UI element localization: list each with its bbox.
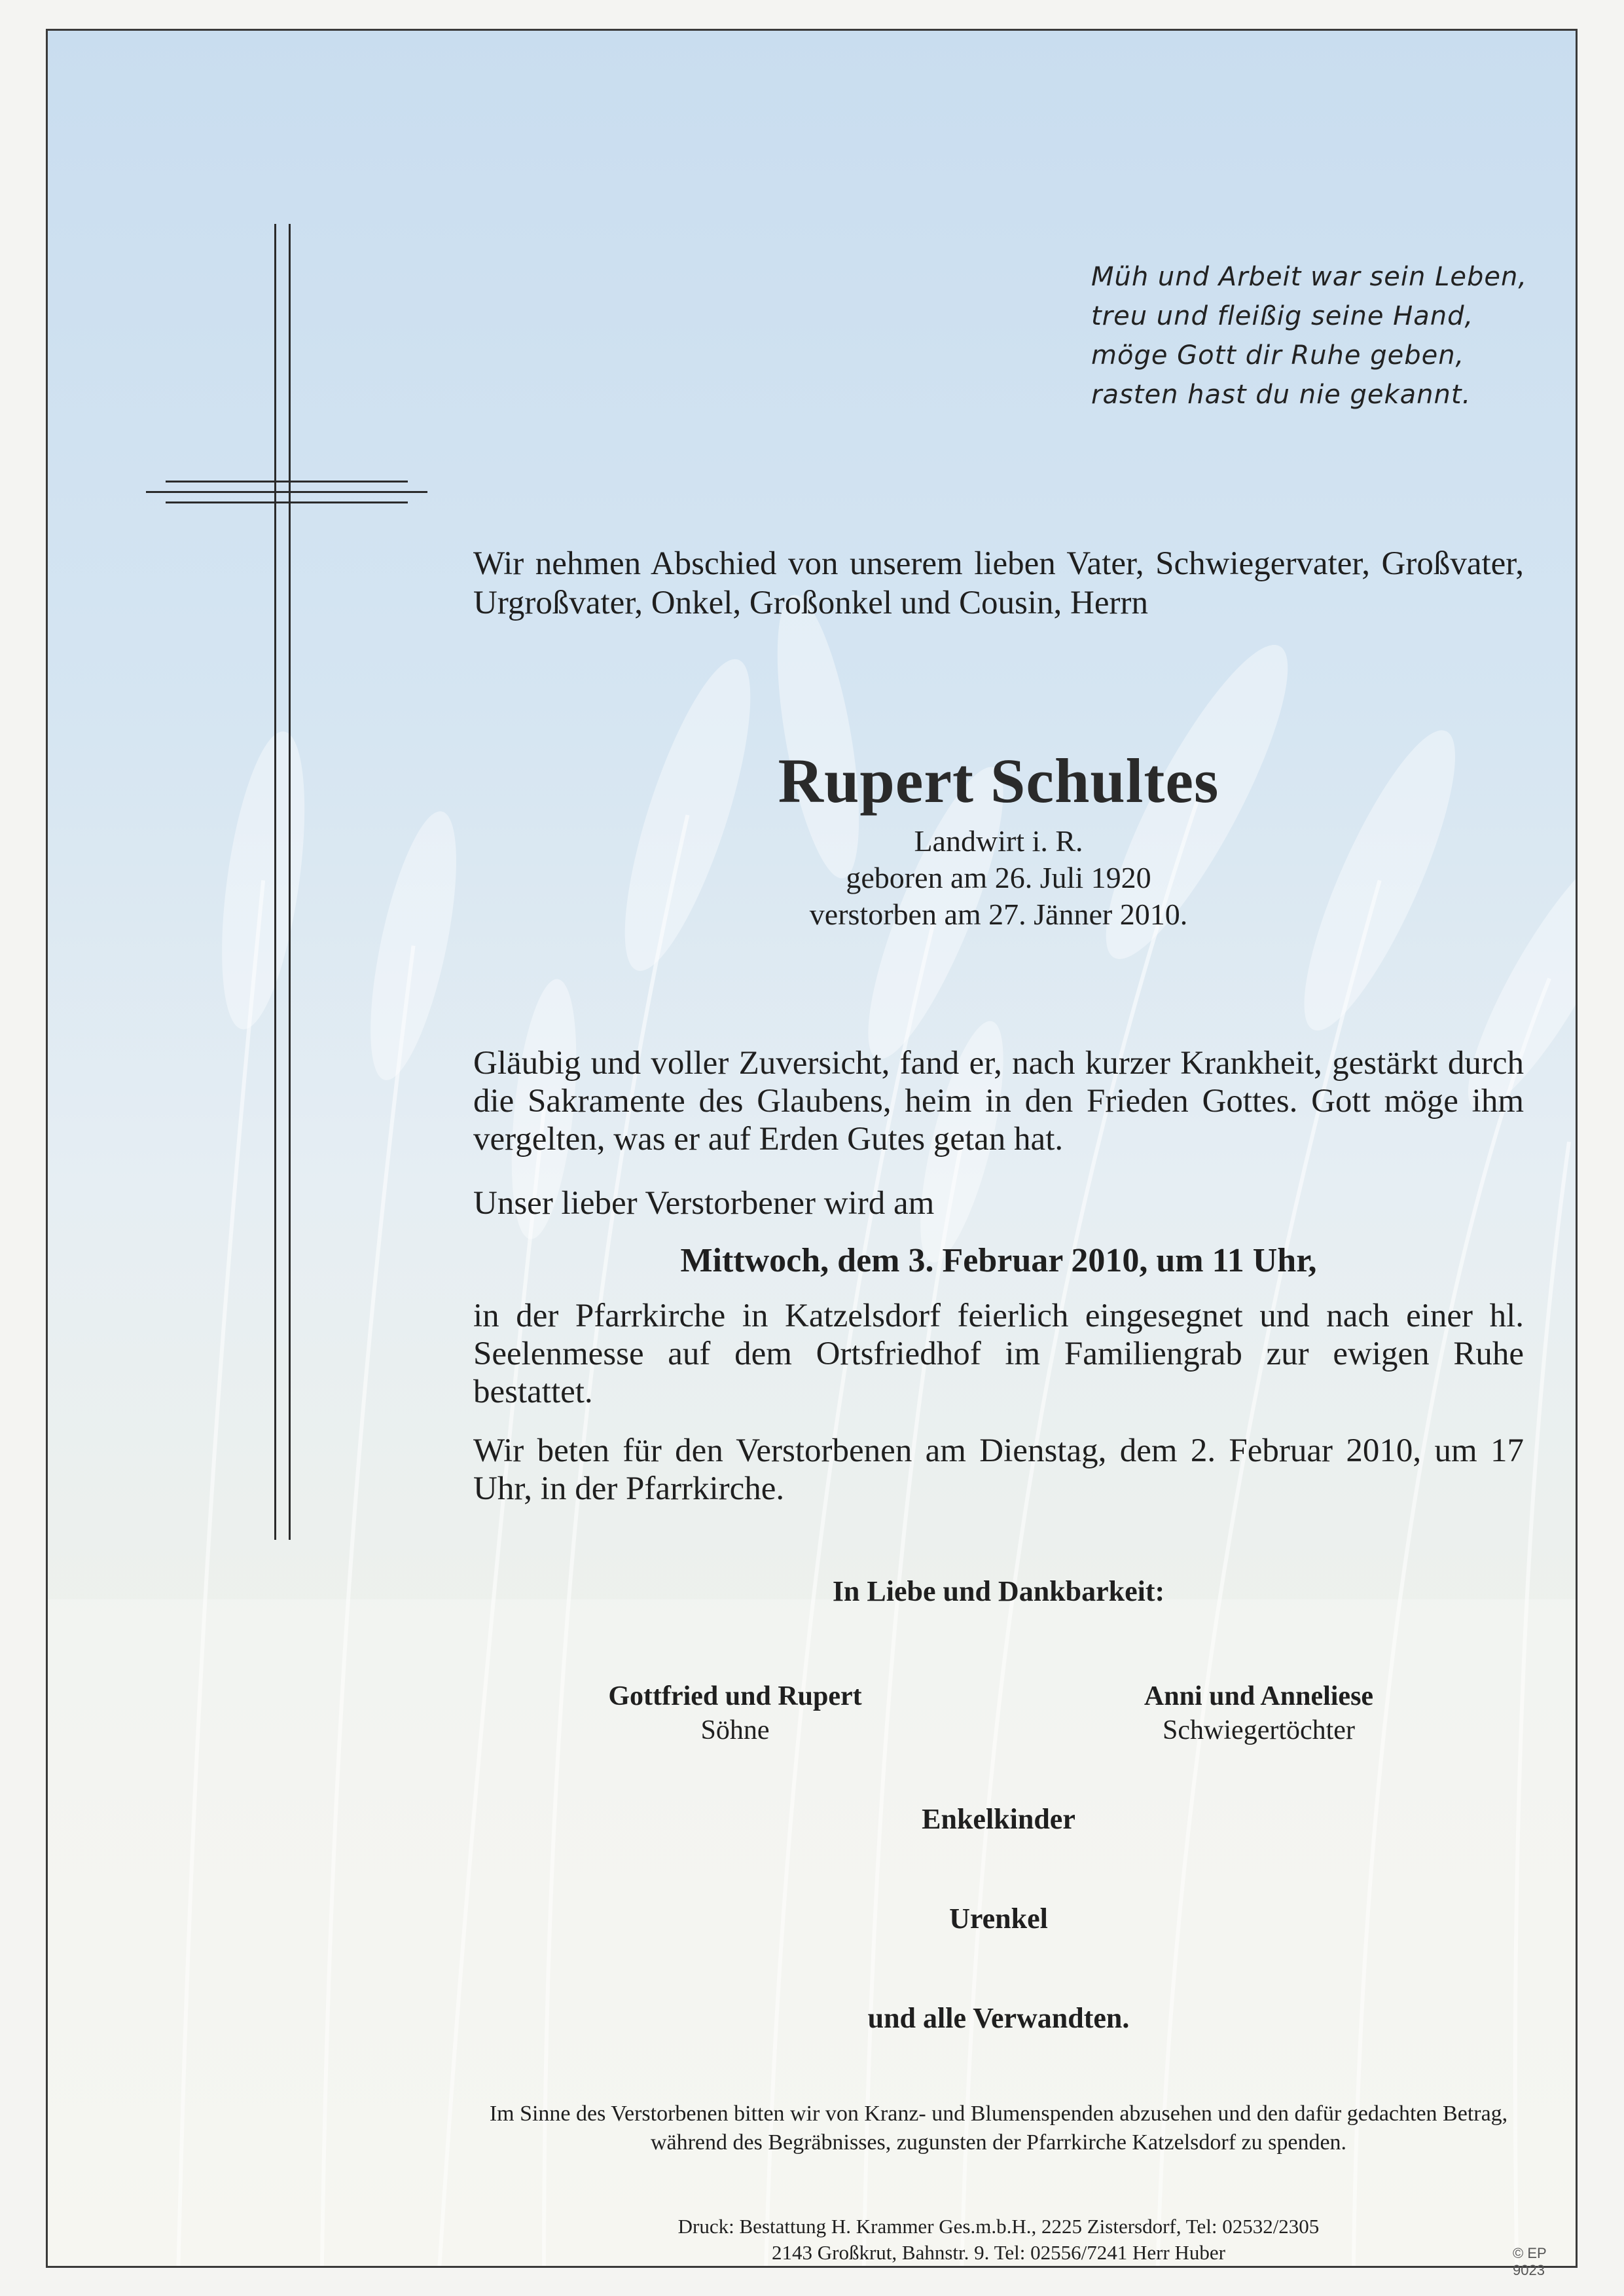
donation-note: Im Sinne des Verstorbenen bitten wir von Kranz- und Blumenspenden abzusehen und den dafür gedachten Betrag, während des Begräbnisses, zugunsten der Pfarrkirche Katzelsdorf zu spenden.	[489, 2102, 1508, 2155]
poem-line: möge Gott dir Ruhe geben,	[1091, 340, 1465, 371]
deceased-title: Landwirt i. R.	[914, 824, 1083, 858]
printer-info	[473, 2214, 1524, 2266]
intro-text: Wir nehmen Abschied von unserem lieben Vater, Schwiegervater, Großvater, Urgroßvater, Onkel, Großonkel und Cousin, Herrn	[473, 545, 1524, 621]
relatives: und alle Verwandten.	[867, 2002, 1130, 2034]
obituary-sheet	[46, 29, 1578, 2278]
printer-line: 2143 Großkrut, Bahnstr. 9. Tel: 02556/7241 Herr Huber	[772, 2241, 1225, 2264]
product-code: © EP 9023	[1513, 2245, 1547, 2278]
faith-paragraph: Gläubig und voller Zuversicht, fand er, nach kurzer Krankheit, gestärkt durch die Sakramente des Glaubens, heim in den Frieden Gottes. Gott möge ihm vergelten, was er auf Erden Gutes getan hat.	[473, 1045, 1524, 1157]
birth-date: geboren am 26. Juli 1920	[846, 861, 1151, 894]
prayer-details: Wir beten für den Verstorbenen am Dienstag, dem 2. Februar 2010, um 17 Uhr, in der Pfarrkirche.	[473, 1432, 1524, 1507]
funeral-date: Mittwoch, dem 3. Februar 2010, um 11 Uhr,	[680, 1242, 1317, 1279]
mourners-heading: In Liebe und Dankbarkeit:	[832, 1575, 1165, 1607]
mourner-group-daughters-in-law	[1030, 1679, 1488, 1747]
poem-line: rasten hast du nie gekannt.	[1091, 380, 1471, 410]
mourner-names: Anni und Anneliese	[1144, 1681, 1374, 1711]
funeral-details: in der Pfarrkirche in Katzelsdorf feierlich eingesegnet und nach einer hl. Seelenmesse auf dem Ortsfriedhof im Familiengrab zur ewigen Ruhe bestattet.	[473, 1298, 1524, 1410]
deceased-name: Rupert Schultes	[778, 746, 1219, 816]
poem-line: treu und fleißig seine Hand,	[1091, 301, 1474, 331]
grandchildren: Enkelkinder	[922, 1803, 1075, 1835]
mourner-names: Gottfried und Rupert	[608, 1681, 862, 1711]
funeral-intro: Unser lieber Verstorbener wird am	[473, 1185, 935, 1222]
poem	[1091, 257, 1562, 414]
cross-icon	[146, 224, 427, 1540]
great-grandchildren: Urenkel	[949, 1903, 1048, 1935]
death-date: verstorben am 27. Jänner 2010.	[809, 898, 1188, 931]
poem-line: Müh und Arbeit war sein Leben,	[1091, 262, 1528, 292]
mourner-group-sons	[506, 1679, 964, 1747]
printer-line: Druck: Bestattung H. Krammer Ges.m.b.H., 2225 Zistersdorf, Tel: 02532/2305	[677, 2215, 1320, 2238]
mourner-relation: Schwiegertöchter	[1163, 1715, 1355, 1745]
mourner-relation: Söhne	[700, 1715, 770, 1745]
deceased-details	[473, 823, 1524, 933]
